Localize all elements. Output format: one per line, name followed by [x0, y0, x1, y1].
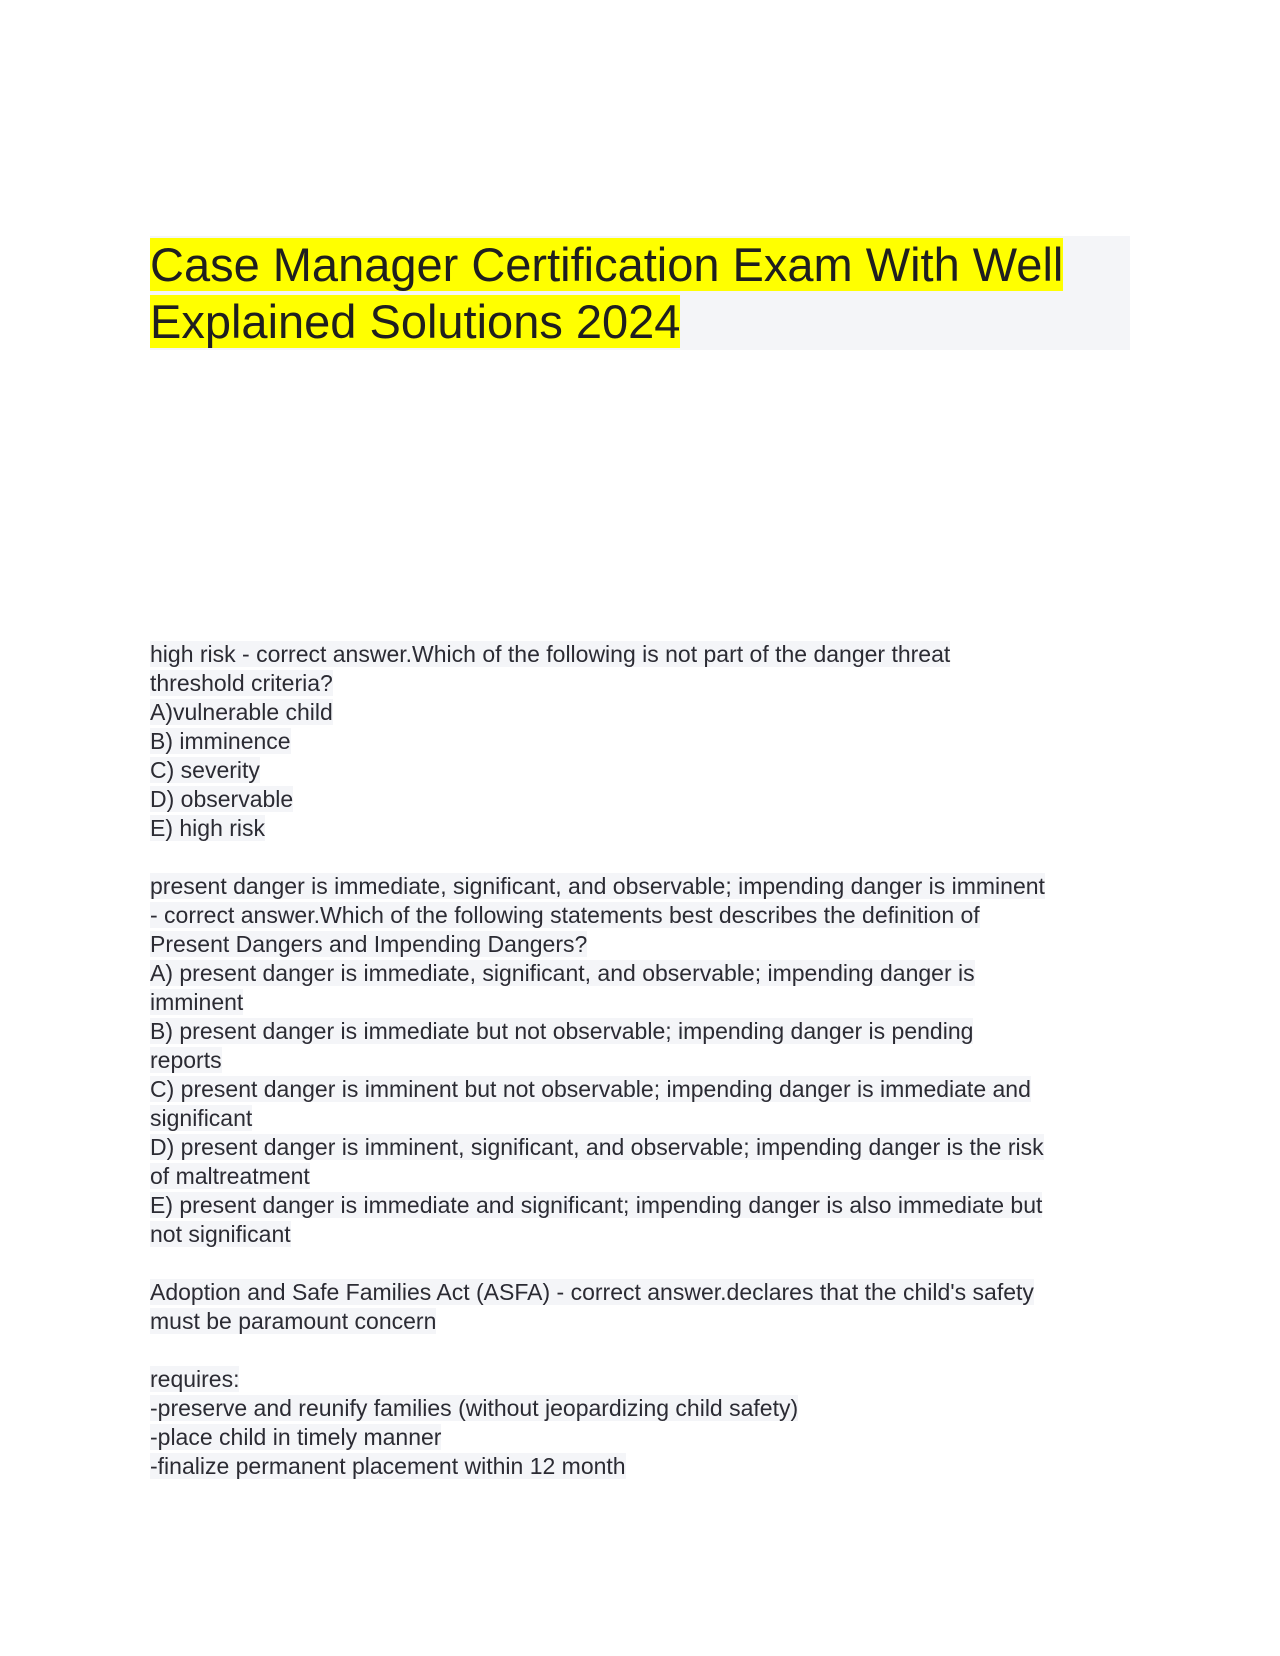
answer-option: reports — [150, 1047, 222, 1073]
answer-option: E) present danger is immediate and significant; impending danger is also immediate but — [150, 1192, 1043, 1218]
text-line: Present Dangers and Impending Dangers? — [150, 931, 588, 957]
title-line-1: Case Manager Certification Exam With Well — [150, 238, 1064, 291]
text-line: high risk - correct answer.Which of the following is not part of the danger threat — [150, 641, 951, 667]
question-block-present-danger — [150, 872, 1140, 1249]
title-line-2: Explained Solutions 2024 — [150, 295, 681, 348]
answer-option: of maltreatment — [150, 1163, 310, 1189]
paragraph-gap — [150, 843, 1140, 872]
answer-option: imminent — [150, 989, 244, 1015]
requirements-list — [150, 1365, 1140, 1481]
answer-option: A) present danger is immediate, significant, and observable; impending danger is — [150, 960, 975, 986]
paragraph-gap — [150, 1249, 1140, 1278]
answer-option: E) high risk — [150, 815, 266, 841]
answer-option: C) severity — [150, 757, 260, 783]
answer-option: C) present danger is imminent but not observable; impending danger is immediate and — [150, 1076, 1031, 1102]
answer-option: significant — [150, 1105, 253, 1131]
question-block-asfa — [150, 1278, 1140, 1336]
list-item: -place child in timely manner — [150, 1424, 442, 1450]
text-line: - correct answer.Which of the following statements best describes the definition of — [150, 902, 980, 928]
text-line: present danger is immediate, significant, and observable; impending danger is imminent — [150, 873, 1045, 899]
answer-option: A)vulnerable child — [150, 699, 333, 725]
document-body — [150, 640, 1140, 1481]
answer-option: not significant — [150, 1221, 291, 1247]
text-line: Adoption and Safe Families Act (ASFA) - correct answer.declares that the child's safety — [150, 1279, 1034, 1305]
answer-option: D) present danger is imminent, significant, and observable; impending danger is the risk — [150, 1134, 1044, 1160]
paragraph-gap — [150, 1336, 1140, 1365]
answer-option: B) present danger is immediate but not observable; impending danger is pending — [150, 1018, 974, 1044]
text-line: must be paramount concern — [150, 1308, 437, 1334]
list-item: -finalize permanent placement within 12 month — [150, 1453, 626, 1479]
answer-option: B) imminence — [150, 728, 291, 754]
document-title — [150, 236, 1130, 350]
question-block-danger-threat — [150, 640, 1140, 843]
list-heading: requires: — [150, 1366, 240, 1392]
answer-option: D) observable — [150, 786, 294, 812]
text-line: threshold criteria? — [150, 670, 333, 696]
list-item: -preserve and reunify families (without jeopardizing child safety) — [150, 1395, 799, 1421]
